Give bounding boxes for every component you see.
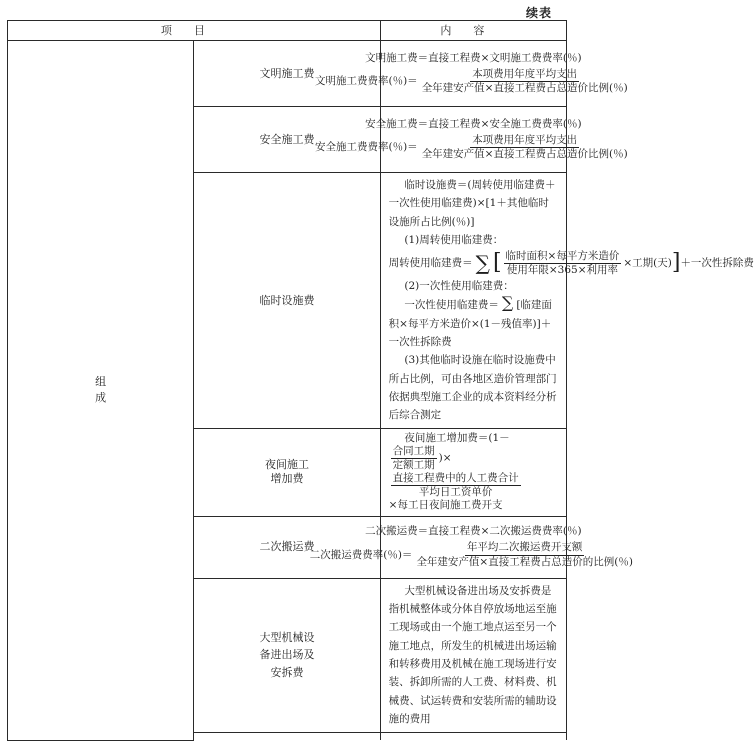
formula: [389, 432, 558, 513]
fraction: [391, 472, 521, 499]
table-row: [8, 41, 567, 107]
formula-part: )×: [438, 451, 452, 464]
formula-lhs: 安全施工费费率(％)＝: [314, 141, 418, 153]
numerator: 本项费用年度平均支出: [470, 134, 579, 148]
paragraph: 大型机械设备进出场及安拆费是指机械整体或分体自停放场地运至施工现场或由一个施工地点运至另一个施工地点，所发生的机械进出场运输和转移费用及机械在施工现场进行安装、拆卸所需的人工费、材料费、机械费、试运转费和安装所需的辅助设施的费用: [388, 584, 557, 726]
item-name: 二次搬运费: [194, 516, 380, 578]
formula: 二次搬运费＝直接工程费×二次搬运费费率(％): [365, 525, 582, 538]
paragraph: (2)一次性使用临建费：: [404, 279, 514, 292]
formula: [314, 67, 628, 95]
numerator: 直接工程费中的人工费合计: [391, 472, 521, 486]
formula-part: ×每工日夜间施工费开支: [388, 499, 503, 512]
paragraph: (3)其他临时设施在临时设施费中所占比例，可由各地区造价管理部门依据典型施工企业的成本资料经分析后综合测定: [388, 354, 557, 422]
denominator: 使用年限×365×利用率: [506, 263, 618, 276]
formula-lhs: 夜间施工增加费＝: [404, 431, 489, 444]
fraction: [504, 250, 622, 277]
formula-part: (1－: [488, 431, 510, 444]
numerator: 合同工期: [391, 445, 437, 459]
item-name-line: 夜间施工: [264, 458, 309, 472]
item-content: [380, 173, 754, 429]
numerator: 本项费用年度平均支出: [470, 68, 579, 82]
group-cell: [8, 41, 194, 741]
formula: [389, 295, 558, 351]
item-content: [380, 428, 566, 516]
header-content: 内容: [380, 21, 566, 41]
fraction: [420, 134, 630, 161]
formula: [309, 541, 633, 568]
formula: 安全施工费＝直接工程费×安全施工费费率(％): [365, 117, 582, 130]
item-name-line: 增加费: [270, 472, 304, 486]
cost-table: [7, 20, 754, 741]
header-item: 项目: [8, 21, 381, 41]
table-header: [8, 21, 567, 41]
denominator: 全年建安产值×直接工程费占总造价比例(％): [421, 148, 628, 161]
item-name: 文明施工费: [194, 41, 380, 107]
continued-label: 续表: [525, 6, 552, 20]
denominator: 全年建安产值×直接工程费占总造价的比例(％): [416, 555, 633, 568]
formula-lhs: 二次搬运费费率(％)＝: [309, 548, 413, 561]
bracket-open: [: [492, 250, 502, 276]
sum-symbol: ∑: [475, 251, 490, 276]
item-content: [380, 732, 566, 740]
numerator: 年平均二次搬运费开支额: [465, 541, 585, 555]
paragraph: (1)周转使用临建费：: [404, 234, 504, 247]
formula: [388, 249, 754, 277]
denominator: 全年建安产值×直接工程费占总造价比例(％): [421, 82, 628, 95]
formula-part: ＋一次性拆除费: [680, 256, 754, 269]
item-name: [194, 428, 380, 516]
item-content: [380, 578, 566, 732]
sum-symbol: ∑: [501, 293, 514, 313]
numerator: 临时面积×每平方米造价: [504, 250, 622, 264]
fraction: [420, 68, 630, 95]
item-name: [194, 732, 380, 740]
item-name: 安全施工费: [194, 107, 380, 173]
formula: [314, 133, 628, 161]
item-name: [194, 578, 380, 732]
formula-lhs: 周转使用临建费＝: [388, 256, 473, 269]
item-name-line: 安拆费: [270, 665, 304, 679]
item-content: [314, 107, 628, 173]
fraction: [391, 445, 437, 472]
formula-part: [临建面积×每平方米造价×(1－残值率)]＋一次性拆除费: [388, 299, 552, 348]
item-name: 临时设施费: [194, 173, 380, 429]
denominator: 平均日工资单价: [418, 486, 493, 499]
group-label: 组成: [95, 374, 107, 405]
formula-lhs: 文明施工费费率(％)＝: [314, 75, 418, 87]
fraction: [414, 541, 635, 568]
denominator: 定额工期: [392, 459, 435, 471]
formula-part: ×工期(天): [623, 256, 672, 269]
formula: 文明施工费＝直接工程费×文明施工费费率(％): [365, 51, 582, 64]
item-content: [309, 516, 633, 578]
item-content: [314, 41, 628, 107]
paragraph: 临时设施费＝(周转使用临建费＋一次性使用临建费)×[1＋其他临时设施所占比例(％)]: [388, 179, 556, 228]
item-name-line: 备进出场及: [259, 648, 315, 662]
bracket-close: ]: [671, 250, 681, 276]
formula-lhs: 一次性使用临建费＝: [404, 299, 499, 312]
item-name-line: 大型机械设: [259, 631, 315, 645]
